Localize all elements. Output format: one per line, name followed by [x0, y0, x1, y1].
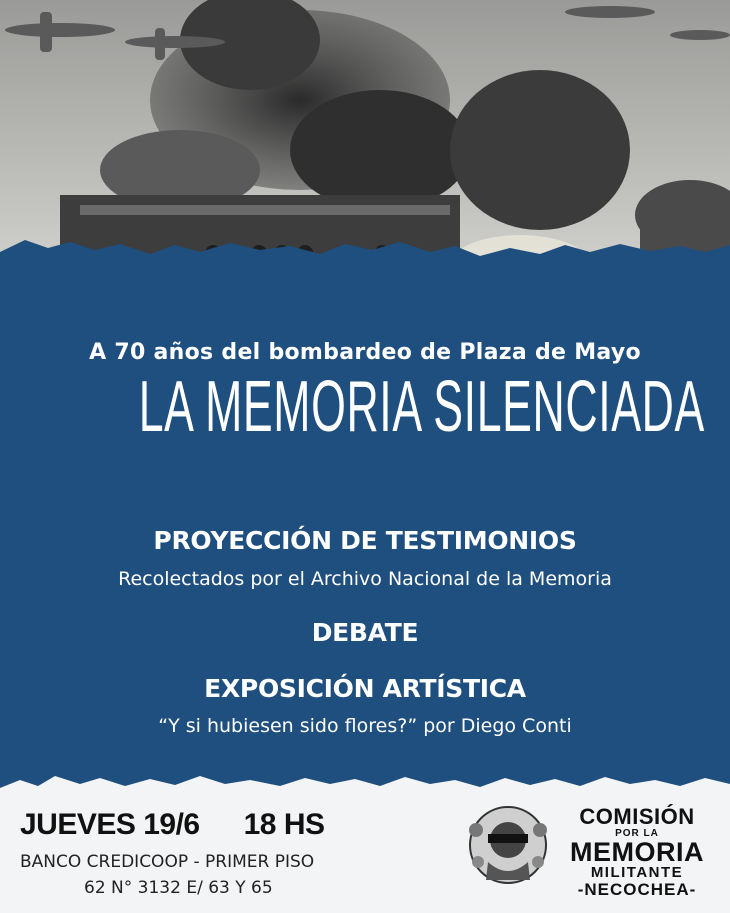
debate-heading: DEBATE	[311, 618, 419, 647]
event-day: JUEVES 19/6	[20, 808, 200, 841]
event-time: 18 HS	[243, 808, 325, 841]
poster-subtitle: A 70 años del bombardeo de Plaza de Mayo	[89, 340, 641, 365]
projection-heading: PROYECCIÓN DE TESTIMONIOS	[153, 526, 577, 555]
event-address: 62 N° 3132 E/ 63 Y 65	[84, 878, 273, 898]
poster-title: LA MEMORIA SILENCIADA	[138, 367, 705, 447]
organizer-line-2: POR LA	[615, 828, 659, 839]
organizer-emblem	[458, 800, 558, 890]
projection-description: Recolectados por el Archivo Nacional de la Memoria	[118, 568, 612, 590]
organizer-line-4: MILITANTE	[590, 864, 684, 881]
organizer-line-3: MEMORIA	[570, 837, 704, 867]
organizer-line-1: COMISIÓN	[579, 804, 695, 829]
event-venue: BANCO CREDICOOP - PRIMER PISO	[20, 852, 315, 872]
organizer-line-5: -NECOCHEA-	[577, 880, 697, 899]
exhibition-description: “Y si hubiesen sido flores?” por Diego Conti	[158, 715, 572, 737]
organizer-logo	[562, 805, 712, 899]
event-datetime	[20, 808, 325, 842]
exhibition-heading: EXPOSICIÓN ARTÍSTICA	[204, 674, 526, 703]
